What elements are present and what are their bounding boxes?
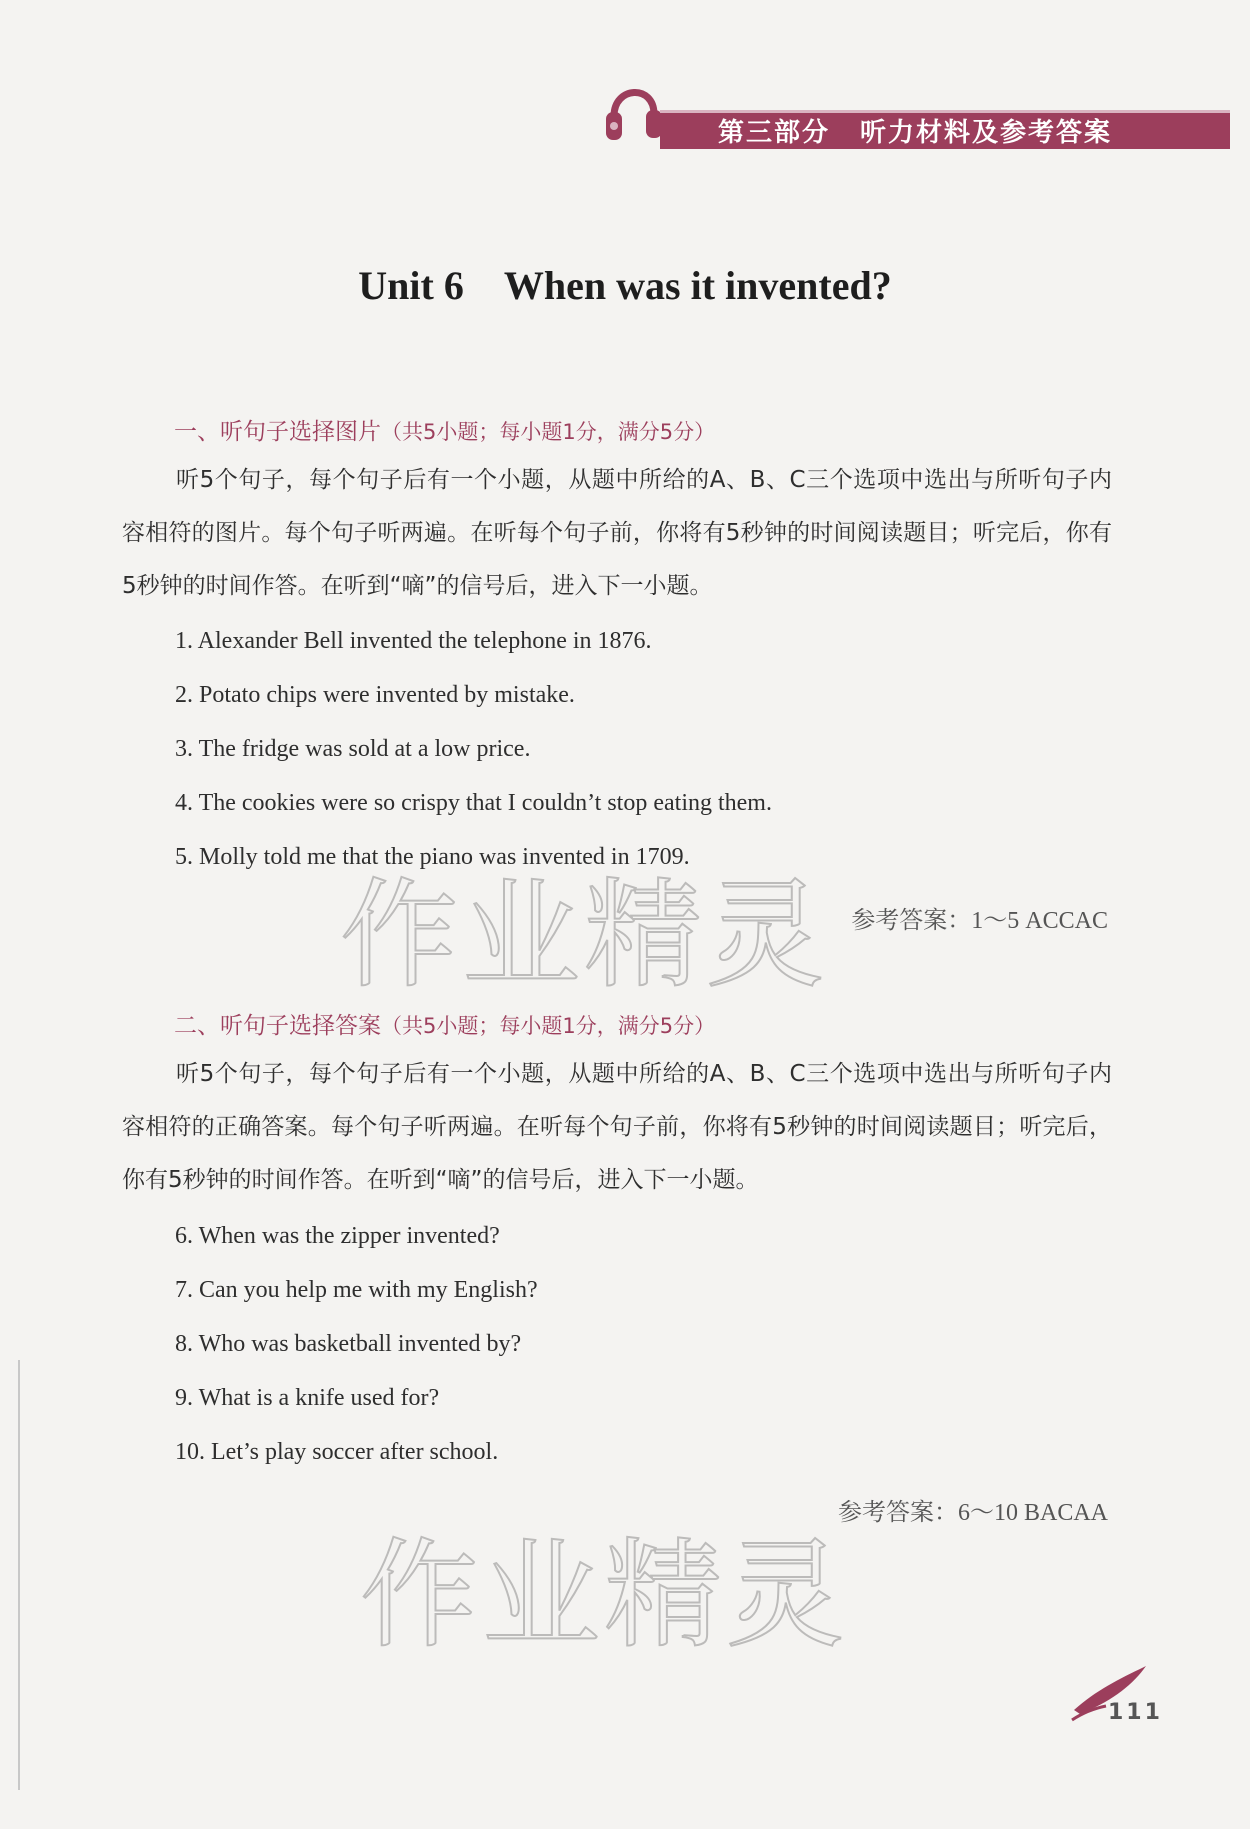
list-item: 8. Who was basketball invented by? (175, 1331, 522, 1357)
section1-note: （共5小题；每小题1分，满分5分） (381, 420, 716, 444)
list-item: 3. The fridge was sold at a low price. (175, 736, 531, 762)
list-item: 1. Alexander Bell invented the telephone in 1876. (175, 628, 652, 654)
unit-label: Unit 6 (358, 263, 464, 308)
watermark: 作业精灵 (340, 866, 829, 1004)
list-item: 6. When was the zipper invented? (175, 1223, 500, 1249)
header-part-label: 第三部分 (718, 118, 831, 148)
section1-title: 一、听句子选择图片 (174, 419, 381, 445)
section1-heading (174, 413, 715, 446)
list-item: 5. Molly told me that the piano was invented in 1709. (175, 844, 690, 870)
headphone-icon (604, 76, 664, 146)
list-item: 2. Potato chips were invented by mistake. (175, 682, 575, 708)
unit-heading: When was it invented? (503, 263, 892, 308)
page-edge-line (18, 1360, 20, 1790)
page-title (0, 262, 1250, 309)
section1-instructions: 听5个句子，每个句子后有一个小题，从题中所给的A、B、C三个选项中选出与所听句子内容相符的图片。每个句子听两遍。在听每个句子前，你将有5秒钟的时间阅读题目；听完后，你有5秒钟的时间作答。在听到“嘀”的信号后，进入下一小题。 (122, 467, 1112, 599)
section2-instructions: 听5个句子，每个句子后有一个小题，从题中所给的A、B、C三个选项中选出与所听句子内容相符的正确答案。每个句子听两遍。在听每个句子前，你将有5秒钟的时间阅读题目；听完后，你有5秒钟的时间作答。在听到“嘀”的信号后，进入下一小题。 (122, 1061, 1112, 1193)
section1-answer: 参考答案：1～5 ACCAC (851, 908, 1108, 934)
section2-heading (174, 1007, 715, 1040)
section2-title: 二、听句子选择答案 (174, 1013, 381, 1039)
watermark: 作业精灵 (360, 1526, 849, 1664)
list-item: 4. The cookies were so crispy that I couldn’t stop eating them. (175, 790, 772, 816)
list-item: 9. What is a knife used for? (175, 1385, 440, 1411)
header-banner-text (718, 112, 1112, 149)
header-section-label: 听力材料及参考答案 (860, 118, 1113, 148)
section2-answer: 参考答案：6～10 BACAA (837, 1500, 1108, 1526)
section2-note: （共5小题；每小题1分，满分5分） (381, 1014, 716, 1038)
list-item: 10. Let’s play soccer after school. (175, 1439, 499, 1465)
page-number: 111 (1108, 1700, 1163, 1725)
list-item: 7. Can you help me with my English? (175, 1277, 538, 1303)
